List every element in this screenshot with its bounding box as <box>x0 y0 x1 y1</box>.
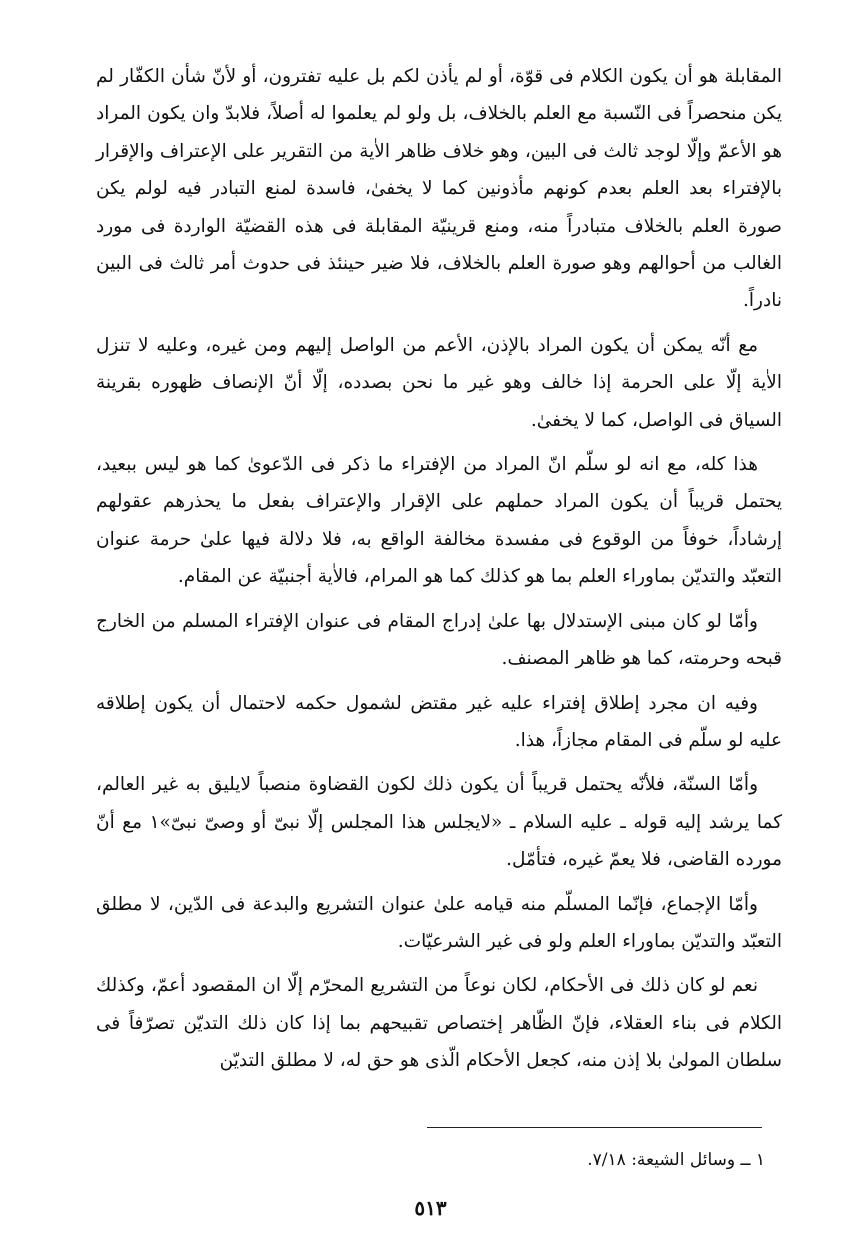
paragraph-4: وأمّا لو كان مبنى الإستدلال بها علىٰ إدراج المقام فى عنوان الإفتراء المسلم من الخارج قبحه وحرمته، كما هو ظاهر المصنف. <box>96 610 782 670</box>
paragraph-1: المقابلة هو أن يكون الكلام فى قوّة، أو لم يأذن لكم بل عليه تفترون، أو لأنّ شأن الكفّار لم يكن منحصراً فى النّسبة مع العلم بالخلاف، بل ولو لم يعلموا له أصلاً، فلابدّ وان يكون المراد هو الأعمّ وإلّا لوجد ثالث فى البين، وهو خلاف ظاهر الاٰية من التقرير على الإعتراف والإقرار بالإفتراء بعد العلم بعدم كونهم مأذونين كما لا يخفىٰ، فاسدة لمنع التبادر فيه لولم يكن صورة العلم بالخلاف متبادراً منه، ومنع قرينيّة المقابلة فى هذه القضيّة الواردة فى مورد الغالب من أحوالهم وهو صورة العلم بالخلاف، فلا ضير حينئذ فى حدوث أمر ثالث فى البين نادراً. <box>96 66 782 312</box>
paragraph-2: مع أنّه يمكن أن يكون المراد بالإذن، الأعم من الواصل إليهم ومن غيره، وعليه لا تنزل الاٰية إلّا على الحرمة إذا خالف وهو غير ما نحن بصدده، إلّا أنّ الإنصاف ظهوره بقرينة السياق فى الواصل، كما لا يخفىٰ. <box>96 334 782 431</box>
paragraph-5: وفيه ان مجرد إطلاق إفتراء عليه غير مقتض لشمول حكمه لاحتمال أن يكون إطلاقه عليه لو سلّم فى المقام مجازاً، هذا. <box>96 692 782 751</box>
paragraph-6: وأمّا السنّة، فلأنّه يحتمل قريباً أن يكون ذلك لكون القضاوة منصباً لايليق به غير العالم، كما يرشد إليه قوله ـ عليه السلام ـ «لايجلس هذا المجلس إلّا نبىّ أو وصىّ نبىّ»١ مع أنّ مورده القاضى، فلا يعمّ غيره، فتأمّل. <box>96 774 782 871</box>
footnote-divider <box>427 1127 762 1128</box>
footnote: ١ ــ وسائل الشيعة: ٧/١٨. <box>587 1150 765 1170</box>
page-number: ٥١٣ <box>414 1196 447 1220</box>
paragraph-3: هذا كله، مع انه لو سلّم انّ المراد من الإفتراء ما ذكر فى الدّعوىٰ كما هو ليس ببعيد، يحتمل قريباً أن يكون المراد حملهم على الإقرار والإعتراف بفعل ما يحذرهم عقولهم إرشاداً، خوفاً من الوقوع فى مفسدة مخالفة الواقع به، فلا دلالة فيها علىٰ حرمة عنوان التعبّد والتديّن بماوراء العلم بما هو كذلك كما هو المرام، فالاٰية أجنبيّة عن المقام. <box>96 454 782 588</box>
page-body <box>96 58 782 1087</box>
paragraph-8: نعم لو كان ذلك فى الأحكام، لكان نوعاً من التشريع المحرّم إلّا ان المقصود أعمّ، وكذلك الكلام فى بناء العقلاء، فإنّ الظّاهر إختصاص تقبيحهم بما إذا كان ذلك التديّن تصرّفاً فى سلطان المولىٰ بلا إذن منه، كجعل الأحكام الّذى هو حق له، لا مطلق التديّن <box>96 975 782 1072</box>
paragraph-7: وأمّا الإجماع، فإنّما المسلّم منه قيامه علىٰ عنوان التشريع والبدعة فى الدّين، لا مطلق التعبّد والتديّن بماوراء العلم ولو فى غير الشرعيّات. <box>96 893 782 952</box>
